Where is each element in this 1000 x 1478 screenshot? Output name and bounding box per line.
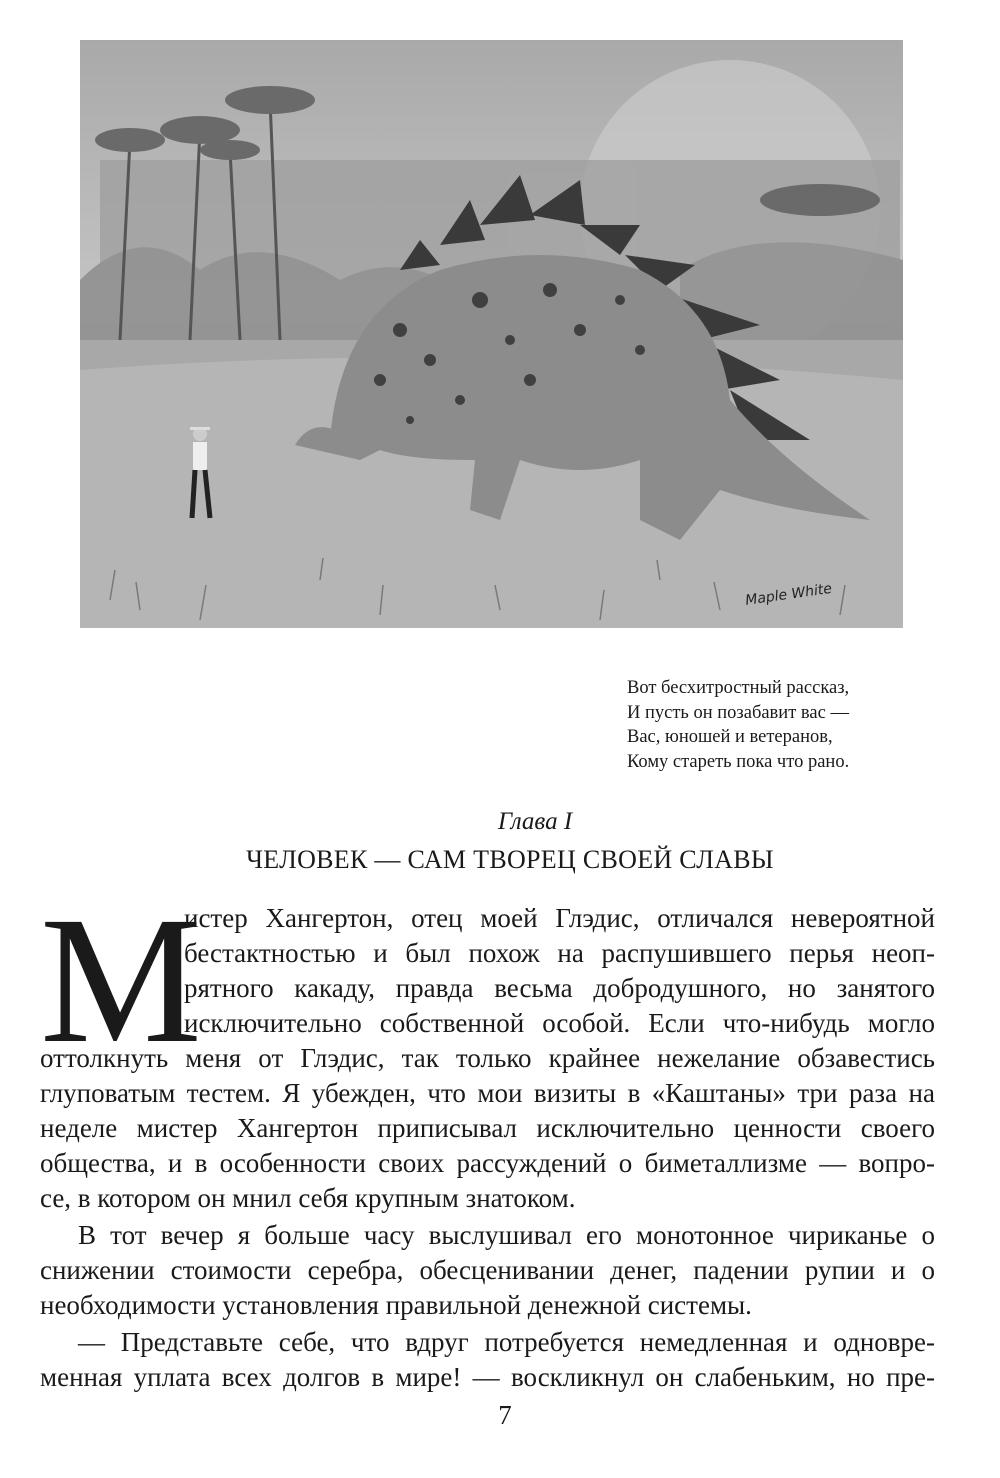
- text-line: В тот вечер я больше часу выслушивал его монотонное чириканье о: [78, 1220, 935, 1250]
- text-line: бестактностью и был похож на распушившего перья неоп-: [184, 938, 935, 968]
- text-line: истер Хангертон, отец моей Глэдис, отличался невероятной: [184, 903, 935, 933]
- chapter-label: Глава I: [497, 808, 573, 835]
- text-line: необходимости установления правильной денежной системы.: [40, 1290, 752, 1320]
- epigraph-line: Кому стареть пока что рано.: [627, 751, 850, 772]
- text-line: оттолкнуть меня от Глэдис, так только крайнее нежелание обзавестись: [40, 1043, 935, 1073]
- text-line: исключительно собственной особой. Если что-нибудь могло: [184, 1008, 935, 1038]
- text-line: менная уплата всех долгов в мире! — воскликнул он слабеньким, но пре-: [40, 1362, 935, 1392]
- chapter-title: ЧЕЛОВЕК — САМ ТВОРЕЦ СВОЕЙ СЛАВЫ: [246, 845, 774, 874]
- text-line: снижении стоимости серебра, обесценивании денег, падении рупии и о: [40, 1255, 935, 1285]
- text-line: общества, и в особенности своих рассуждений о биметаллизме — вопро-: [40, 1148, 935, 1178]
- page-number: 7: [498, 1400, 512, 1430]
- text-line: глуповатым тестем. Я убежден, что мои визиты в «Каштаны» три раза на: [40, 1078, 935, 1108]
- epigraph-line: Вот бесхитростный рассказ,: [627, 678, 850, 698]
- artist-signature: Maple White: [744, 580, 833, 609]
- epigraph-line: Вас, юношей и ветеранов,: [627, 727, 833, 747]
- stegosaurus-illustration: [80, 40, 903, 628]
- text-line: — Представьте себе, что вдруг потребуется немедленная и одновре-: [78, 1327, 935, 1357]
- epigraph: [627, 676, 849, 774]
- drop-cap: М: [40, 880, 202, 1081]
- epigraph-line: И пусть он позабавит вас —: [627, 702, 849, 723]
- text-line: рятного какаду, правда весьма добродушного, но занятого: [184, 973, 935, 1003]
- text-line: неделе мистер Хангертон приписывал исключительно ценности своего: [40, 1113, 935, 1143]
- text-line: се, в котором он мнил себя крупным знатоком.: [40, 1183, 576, 1213]
